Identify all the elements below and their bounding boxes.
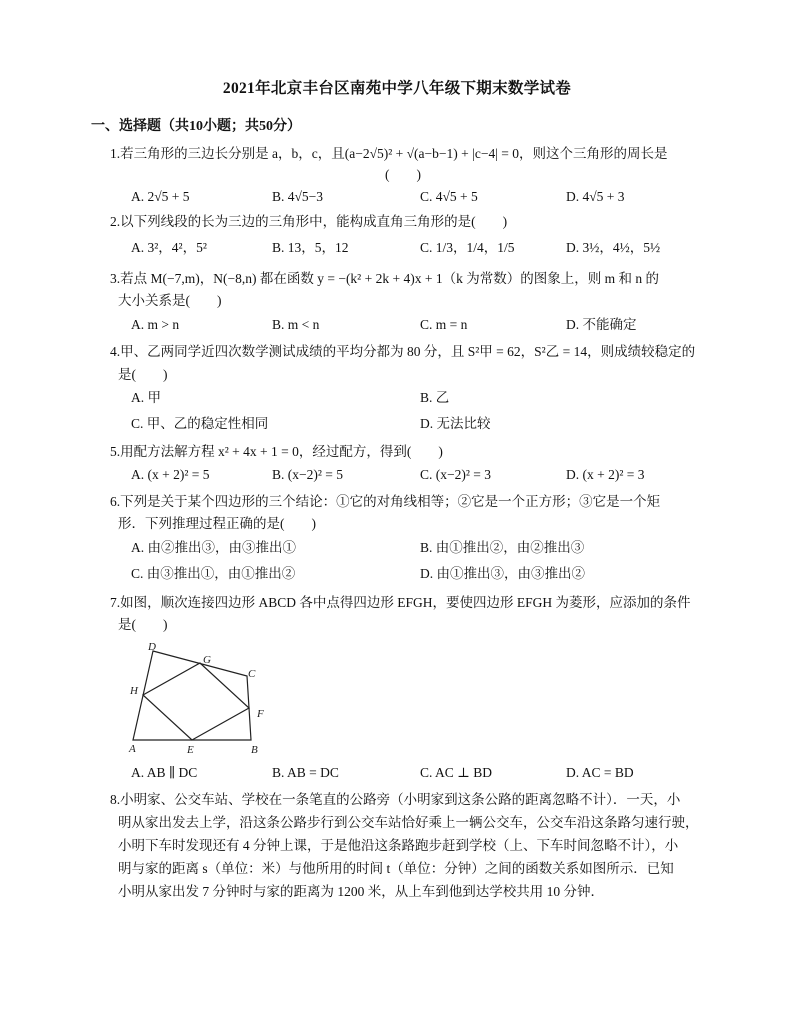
q2-option-d[interactable]: D. 3½，4½，5½ [566, 240, 661, 255]
question-8-line-2: 明从家出发去上学，沿这条公路步行到公交车站恰好乘上一辆公交车，公交车沿这条路匀速行驶， [118, 815, 699, 830]
question-3-line-1: 3.若点 M(−7,m)，N(−8,n) 都在函数 y = −(k² + 2k + 4)x + 1（k 为常数）的图象上，则 m 和 n 的 [110, 271, 659, 286]
label-d: D [148, 641, 156, 653]
label-c: C [248, 668, 256, 680]
q3-option-d[interactable]: D. 不能确定 [566, 317, 637, 332]
q2-option-b[interactable]: B. 13，5，12 [272, 240, 349, 255]
q6-option-a[interactable]: A. 由②推出③，由③推出① [131, 540, 296, 555]
q6-option-b[interactable]: B. 由①推出②，由②推出③ [420, 540, 585, 555]
q5-option-c[interactable]: C. (x−2)² = 3 [420, 467, 492, 482]
q2-option-c[interactable]: C. 1/3，1/4，1/5 [420, 240, 515, 255]
question-7-line-1: 7.如图，顺次连接四边形 ABCD 各中点得四边形 EFGH，要使四边形 EFGH 为菱形，应添加的条件 [110, 595, 691, 610]
q7-option-a[interactable]: A. AB ∥ DC [131, 765, 198, 780]
label-a: A [129, 743, 136, 755]
label-h: H [130, 685, 138, 697]
q2-option-a[interactable]: A. 3²，4²，5² [131, 240, 207, 255]
q5-option-d[interactable]: D. (x + 2)² = 3 [566, 467, 645, 482]
question-6-line-1: 6.下列是关于某个四边形的三个结论：①它的对角线相等；②它是一个正方形；③它是一个矩 [110, 494, 661, 509]
q5-option-b[interactable]: B. (x−2)² = 5 [272, 467, 344, 482]
question-1-line-1: 1.若三角形的三边长分别是 a，b，c，且(a−2√5)² + √(a−b−1) + |c−4| = 0，则这个三角形的周长是 [110, 146, 668, 161]
quadrilateral-figure [125, 640, 275, 760]
q4-option-d[interactable]: D. 无法比较 [420, 416, 491, 431]
question-8-line-1: 8.小明家、公交车站、学校在一条笔直的公路旁（小明家到这条公路的距离忽略不计）．一天，小 [110, 792, 681, 807]
question-4-line-1: 4.甲、乙两同学近四次数学测试成绩的平均分都为 80 分，且 S²甲 = 62，S²乙 = 14，则成绩较稳定的 [110, 344, 696, 359]
q6-option-c[interactable]: C. 由③推出①，由①推出② [131, 566, 296, 581]
question-2-line-1: 2.以下列线段的长为三边的三角形中，能构成直角三角形的是( ) [110, 214, 508, 229]
q4-option-c[interactable]: C. 甲、乙的稳定性相同 [131, 416, 269, 431]
quadrilateral-efgh [143, 663, 249, 740]
question-8-line-5: 小明从家出发 7 分钟时与家的距离为 1200 米，从上车到他到达学校共用 10 分钟． [118, 884, 604, 899]
question-4-line-2: 是( ) [118, 367, 168, 382]
q5-option-a[interactable]: A. (x + 2)² = 5 [131, 467, 210, 482]
q4-option-a[interactable]: A. 甲 [131, 390, 161, 405]
q7-option-b[interactable]: B. AB = DC [272, 765, 339, 780]
label-g: G [203, 654, 211, 666]
q3-option-b[interactable]: B. m < n [272, 317, 320, 332]
q1-option-b[interactable]: B. 4√5−3 [272, 189, 324, 204]
quadrilateral-abcd [133, 651, 251, 740]
q4-option-b[interactable]: B. 乙 [420, 390, 450, 405]
question-1-line-2: ( ) [385, 167, 421, 182]
section-heading: 一、选择题（共10小题；共50分） [91, 119, 301, 134]
question-7-line-2: 是( ) [118, 617, 168, 632]
question-8-line-4: 明与家的距离 s（单位：米）与他所用的时间 t（单位：分钟）之间的函数关系如图所示．已知 [118, 861, 674, 876]
label-e: E [187, 744, 194, 756]
question-6-line-2: 形．下列推理过程正确的是( ) [118, 516, 316, 531]
question-8-line-3: 小明下车时发现还有 4 分钟上课，于是他沿这条路跑步赶到学校（上、下车时间忽略不计），小 [118, 838, 679, 853]
page-title: 2021年北京丰台区南苑中学八年级下期末数学试卷 [222, 80, 572, 97]
q1-option-a[interactable]: A. 2√5 + 5 [131, 189, 190, 204]
q6-option-d[interactable]: D. 由①推出③，由③推出② [420, 566, 585, 581]
q3-option-a[interactable]: A. m > n [131, 317, 180, 332]
question-5-line-1: 5.用配方法解方程 x² + 4x + 1 = 0，经过配方，得到( ) [110, 444, 443, 459]
question-3-line-2: 大小关系是( ) [118, 293, 222, 308]
q7-option-d[interactable]: D. AC = BD [566, 765, 634, 780]
q7-option-c[interactable]: C. AC ⊥ BD [420, 765, 492, 780]
q1-option-c[interactable]: C. 4√5 + 5 [420, 189, 478, 204]
q3-option-c[interactable]: C. m = n [420, 317, 468, 332]
label-f: F [257, 708, 264, 720]
q1-option-d[interactable]: D. 4√5 + 3 [566, 189, 625, 204]
label-b: B [251, 744, 258, 756]
